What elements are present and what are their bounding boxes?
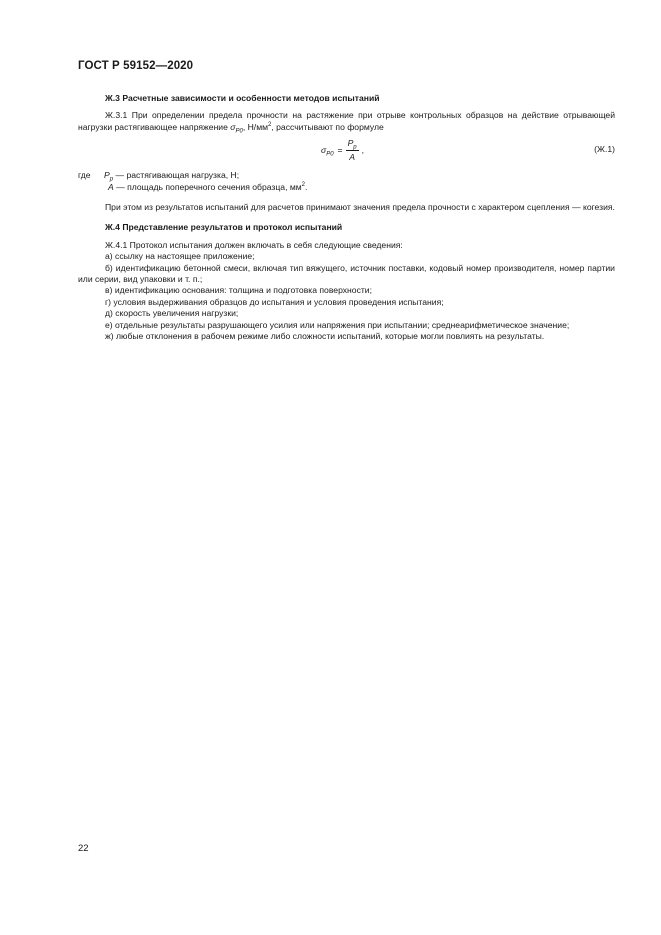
list-item-a: а) ссылку на настоящее приложение; (105, 251, 255, 262)
formula-numerator (346, 138, 359, 151)
where-1-subscript: p (109, 176, 114, 183)
formula-trailing-comma: , (361, 145, 365, 156)
formula (321, 138, 364, 163)
section-title-z3: Ж.3 Расчетные зависимости и особенности методов испытаний (105, 93, 380, 103)
formula-fraction (346, 138, 359, 163)
page-number: 22 (78, 843, 89, 854)
paragraph-z4-1: Ж.4.1 Протокол испытания должен включать в себя следующие сведения: (105, 239, 403, 250)
where-line-1 (78, 170, 615, 181)
where-2-superscript: 2 (301, 181, 306, 188)
list-item-v: в) идентификацию основания: толщина и подготовка поверхности; (105, 285, 372, 296)
formula-lhs-subscript: P0 (326, 151, 334, 158)
document-header: ГОСТ Р 59152—2020 (78, 60, 194, 72)
formula-denominator: A (349, 152, 355, 163)
section-title-z4: Ж.4 Представление результатов и протокол испытаний (105, 222, 343, 233)
list-item-d: д) скорость увеличения нагрузки; (105, 308, 239, 319)
where-lead: где (78, 170, 91, 181)
formula-lhs-symbol: σ (321, 145, 327, 156)
sigma-subscript: P0 (235, 128, 243, 135)
units-text: , Н/мм (242, 121, 269, 132)
where-1-text: — растягивающая нагрузка, Н; (115, 170, 240, 181)
where-2-symbol: A (108, 181, 114, 192)
paragraph-z3-2: При этом из результатов испытаний для расчетов принимают значения предела прочности с характером сцепления — когезия. (105, 202, 615, 213)
formula-numerator-symbol: P (347, 138, 354, 149)
where-2-end: . (305, 181, 308, 192)
list-item-e: е) отдельные результаты разрушающего усилия или напряжения при испытании; среднеарифметическое значение; (105, 319, 570, 330)
where-2-text: — площадь поперечного сечения образца, мм (116, 181, 302, 192)
sigma-symbol: σ (230, 121, 236, 132)
paragraph-z3-1 (78, 110, 615, 133)
page-body (78, 93, 615, 343)
units-superscript: 2 (268, 121, 272, 128)
where-1-symbol: P (104, 170, 110, 181)
list-item-b: б) идентификацию бетонной смеси, включая тип вяжущего, источник поставки, кодовый номер производителя, номер партии или серии, вид упаковки и т. п.; (78, 262, 615, 285)
where-line-2 (78, 182, 615, 193)
formula-lhs (321, 145, 334, 156)
list-item-zh: ж) любые отклонения в рабочем режиме либо сложности испытаний, которые могли повлиять на результаты. (105, 331, 545, 342)
paragraph-z3-1-tail: , рассчитывают по формуле (271, 121, 384, 132)
paragraph-z3-1-text: Ж.3.1 При определении предела прочности на растяжение при отрыве контрольных образцов на действие отрывающей нагрузки растягивающее напряжение (78, 110, 615, 132)
where-1-definition (104, 170, 239, 181)
formula-row (78, 136, 615, 170)
formula-equals: = (337, 145, 343, 156)
list-item-g: г) условия выдерживания образцов до испытания и условия проведения испытания; (105, 296, 444, 307)
formula-numerator-subscript: p (353, 144, 357, 151)
formula-number: (Ж.1) (594, 144, 615, 155)
